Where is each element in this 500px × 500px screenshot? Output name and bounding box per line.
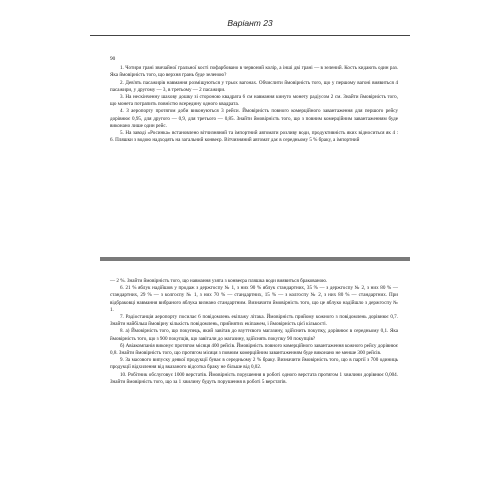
problem-7: 7. Радіостанція аеропорту посилає 6 повідомлень екіпажу літака. Ймовірність прийому кожного з повідомлень дорівнює 0,7. Знайти найбільш ймовірну кількість повідомлень, прийнятих екіпажем, і ймовірність цієї кількості.	[110, 314, 398, 328]
problem-1: 1. Чотири грані звичайної гральної кості пофарбовано в червоний колір, а інші дві грані — в зелений. Кость кидають один раз. Яка ймовірність того, що верхня грань буде зеленою?	[110, 65, 398, 79]
problem-4: 4. З аеропорту протягом доби виконуються 3 рейси. Ймовірність повного комерційного завантаження для першого рейсу дорівнює 0,95, для другого — 0,9, для третього — 0,85. Знайти ймовірність того, що з повним комерційним завантаженням буде виконано лише один рейс.	[110, 108, 398, 129]
problem-3: 3. На нескінченну шахову дошку зі стороною квадрата 6 см навмання кинуто монету радіусом 2 см. Знайти ймовірність того, що монета потрапить повністю всередину одного квадрата.	[110, 94, 398, 108]
problem-5-start: 5. На заводі «Росинка» встановлено вітчизняний та імпортний автомати розливу води, продуктивність яких відноситься як 4 : 6. Пляшки з водою надходять на загальний конвеєр. Вітчизняний автомат дає в середньому 5 % браку, а імпортний	[110, 130, 398, 144]
problem-9: 9. За масового випуску деякої продукції буває в середньому 2 % браку. Визначити ймовірність того, що в партії з 700 одиниць продукції відхилення від вказаного відсотка браку не більше від 0,02.	[110, 357, 398, 371]
page-divider	[100, 257, 410, 261]
upper-text-block	[110, 56, 398, 144]
variant-title: Варіант 23	[227, 18, 273, 28]
page-number: 90	[110, 56, 116, 62]
problem-5-continuation: — 2 %. Знайти ймовірність того, що навмання узята з конвеєра пляшка води виявиться бракованою.	[110, 278, 328, 284]
problem-8b: б) Авіакомпанія виконує протягом місяця 400 рейсів. Ймовірність повного комерційного завантаження кожного рейсу дорівнює 0,8. Знайти ймовірність того, що протягом місяця з повним комерційним завантаженням буде виконано не менше 300 рейсів.	[110, 342, 398, 357]
problem-8a: 8. а) Ймовірність того, що покупець, який завітав до взуттєвого магазину, здійснить покупку, дорівнює в середньому 0,1. Яка ймовірність того, що з 900 покупців, що завітали до магазину, здійснять покупку 90 покупців?	[110, 328, 398, 342]
problem-10: 10. Робітник обслуговує 1000 верстатів. Ймовірність порушення в роботі одного верстата протягом 1 хвилини дорівнює 0,004. Знайти ймовірність того, що за 1 хвилину будуть порушення в роботі 5 верстатів.	[110, 371, 398, 385]
header-rule	[90, 35, 410, 36]
problem-2: 2. Дев'ять пасажирів навмання розміщуються у трьох вагонах. Обчислити ймовірність того, що у першому вагоні виявиться 4 пасажири, у другому — 3, в третьому — 2 пасажири.	[110, 79, 398, 93]
problem-6: 6. 21 % яблук надійшов у продаж з держгоспу № 1, з них 90 % яблук стандартних, 35 % — з держгоспу № 2, з них 80 % — стандартних, 29 % — з колгоспу № 1, з них 70 % — стандартних, 15 % — з колгоспу № 2, з них 80 % — стандартних. При відбраковці навмання вибраного яблука визнано стандартним. Визначити ймовірність того, що це яблуко надійшло з держгоспу № 1.	[110, 285, 398, 313]
lower-text-block	[110, 278, 398, 386]
